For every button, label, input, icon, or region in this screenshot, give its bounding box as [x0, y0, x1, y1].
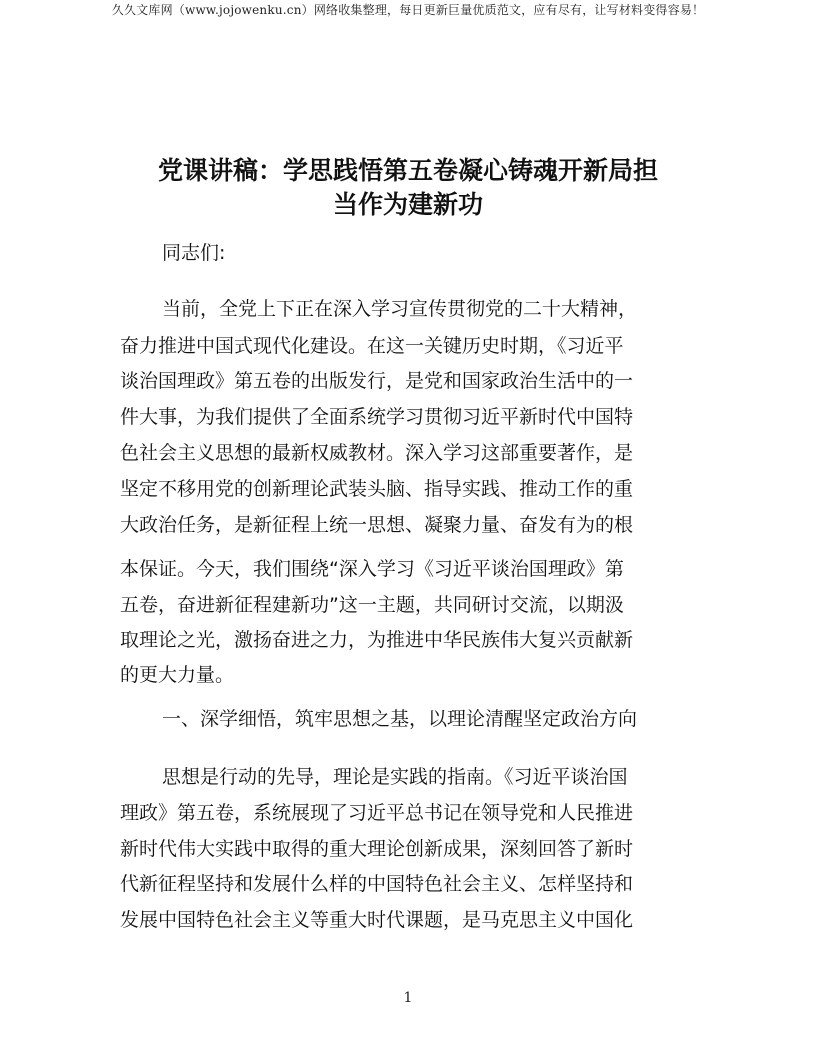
paragraph-2-line-4: 代新征程坚持和发展什么样的中国特色社会主义、怎样坚持和	[120, 873, 634, 895]
paragraph-1-line-11: 的更大力量。	[120, 664, 235, 686]
paragraph-1-line-5: 色社会主义思想的最新权威教材。深入学习这部重要著作，是	[120, 442, 634, 464]
document-title	[112, 154, 704, 222]
paragraph-1-line-4: 件大事，为我们提供了全面系统学习贯彻习近平新时代中国特	[120, 406, 634, 428]
salutation: 同志们:	[162, 242, 226, 264]
paragraph-1-line-7: 大政治任务，是新征程上统一思想、凝聚力量、奋发有为的根	[120, 514, 634, 536]
paragraph-1-line-6: 坚定不移用党的创新理论武装头脑、指导实践、推动工作的重	[120, 478, 634, 500]
paragraph-1-line-1: 当前，全党上下正在深入学习宣传贯彻党的二十大精神，	[162, 298, 638, 320]
page-number: 1	[403, 990, 413, 1006]
header-note: 久久文库网（www.jojowenku.cn）网络收集整理，每日更新巨量优质范文，应有尽有，让写材料变得容易！	[111, 3, 705, 17]
paragraph-2-line-2: 理政》第五卷，系统展现了习近平总书记在领导党和人民推进	[120, 802, 634, 824]
paragraph-1-line-10: 取理论之光，激扬奋进之力，为推进中华民族伟大复兴贡献新	[120, 629, 634, 651]
paragraph-2-line-1: 思想是行动的先导，理论是实践的指南。《习近平谈治国	[162, 766, 628, 788]
paragraph-2-line-5: 发展中国特色社会主义等重大时代课题，是马克思主义中国化	[120, 909, 634, 931]
paragraph-1-line-2: 奋力推进中国式现代化建设。在这一关键历史时期，《习近平	[120, 335, 624, 357]
paragraph-1-line-8: 本保证。今天，我们围绕“深入学习《习近平谈治国理政》第	[120, 558, 624, 580]
section-heading-1: 一、深学细悟，筑牢思想之基，以理论清醒坚定政治方向	[162, 708, 638, 730]
title-line-2: 当作为建新功	[332, 190, 483, 219]
paragraph-1-line-3: 谈治国理政》第五卷的出版发行，是党和国家政治生活中的一	[120, 370, 634, 392]
paragraph-2-line-3: 新时代伟大实践中取得的重大理论创新成果，深刻回答了新时	[120, 838, 634, 860]
paragraph-1-line-9: 五卷，奋进新征程建新功”这一主题，共同研讨交流，以期汲	[120, 594, 624, 616]
title-line-1: 党课讲稿：学思践悟第五卷凝心铸魂开新局担	[157, 156, 658, 185]
